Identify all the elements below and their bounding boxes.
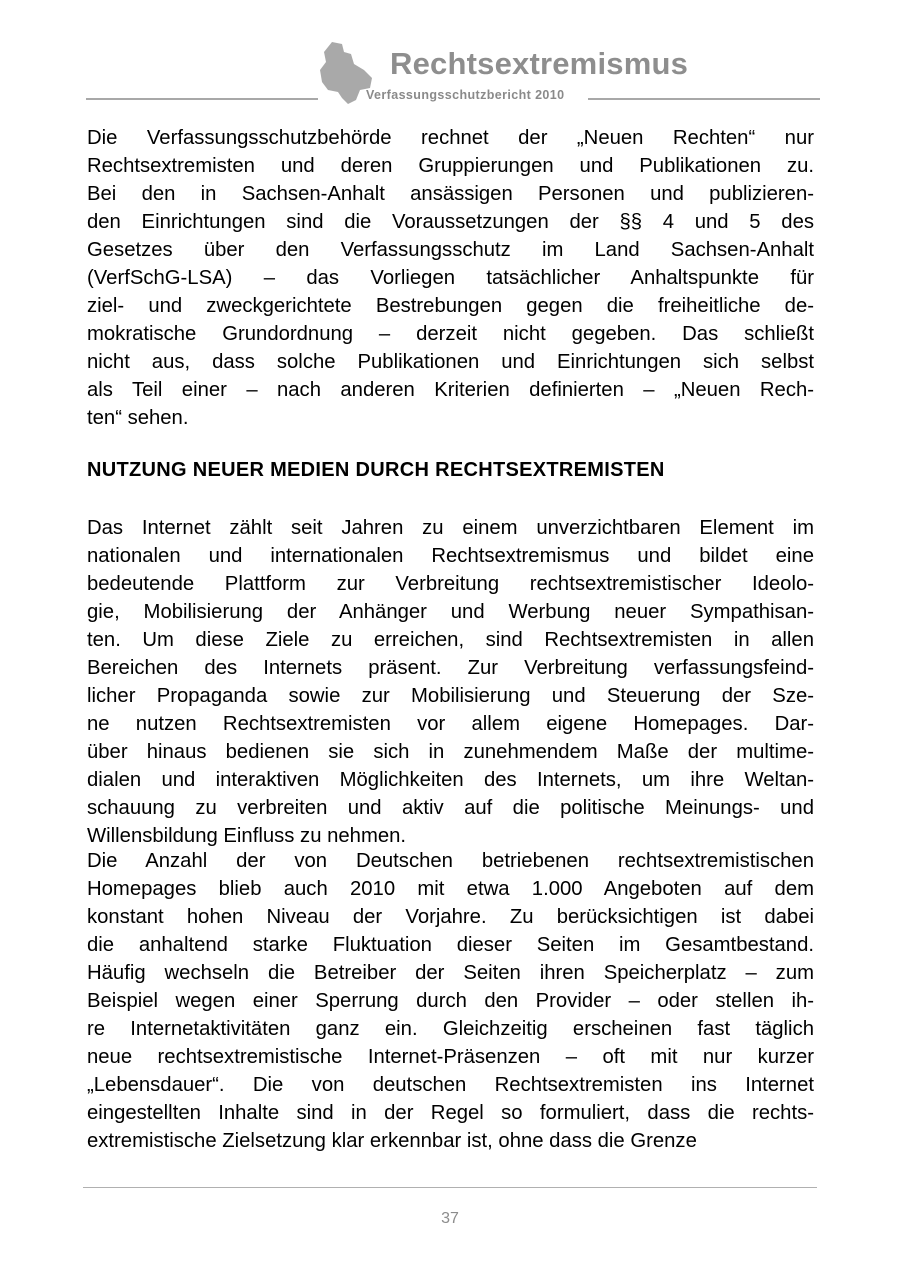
text-line: über hinaus bedienen sie sich in zunehmendem Maße der multime- — [87, 741, 814, 763]
text-line: Die Anzahl der von Deutschen betriebenen rechtsextremistischen — [87, 850, 814, 872]
text-line: als Teil einer – nach anderen Kriterien definierten – „Neuen Rech- — [87, 379, 814, 401]
header-rule-right — [588, 98, 820, 100]
section-heading: NUTZUNG NEUER MEDIEN DURCH RECHTSEXTREMISTEN — [87, 459, 665, 481]
text-line: Rechtsextremisten und deren Gruppierungen und Publikationen zu. — [87, 155, 814, 177]
text-line: den Einrichtungen sind die Voraussetzungen der §§ 4 und 5 des — [87, 211, 814, 233]
text-line: ten. Um diese Ziele zu erreichen, sind Rechtsextremisten in allen — [87, 629, 814, 651]
page-number: 37 — [441, 1210, 459, 1227]
text-line: „Lebensdauer“. Die von deutschen Rechtsextremisten ins Internet — [87, 1074, 814, 1096]
text-line: konstant hohen Niveau der Vorjahre. Zu berücksichtigen ist dabei — [87, 906, 814, 928]
text-line: Bereichen des Internets präsent. Zur Verbreitung verfassungsfeind- — [87, 657, 814, 679]
text-line: ten“ sehen. — [87, 407, 189, 429]
text-line: extremistische Zielsetzung klar erkennbar ist, ohne dass die Grenze — [87, 1130, 697, 1152]
text-line: Homepages blieb auch 2010 mit etwa 1.000 Angeboten auf dem — [87, 878, 814, 900]
text-line: Das Internet zählt seit Jahren zu einem unverzichtbaren Element im — [87, 517, 814, 539]
text-line: gie, Mobilisierung der Anhänger und Werbung neuer Sympathisan- — [87, 601, 814, 623]
footer-rule — [83, 1187, 817, 1188]
text-line: licher Propaganda sowie zur Mobilisierung und Steuerung der Sze- — [87, 685, 814, 707]
text-line: schauung zu verbreiten und aktiv auf die politische Meinungs- und — [87, 797, 814, 819]
text-line: Willensbildung Einfluss zu nehmen. — [87, 825, 407, 847]
text-line: nationalen und internationalen Rechtsextremismus und bildet eine — [87, 545, 814, 567]
text-line: ziel- und zweckgerichtete Bestrebungen gegen die freiheitliche de- — [87, 295, 814, 317]
text-line: Gesetzes über den Verfassungsschutz im Land Sachsen-Anhalt — [87, 239, 814, 261]
text-line: (VerfSchG-LSA) – das Vorliegen tatsächlicher Anhaltspunkte für — [87, 267, 814, 289]
header-subtitle: Verfassungsschutzbericht 2010 — [366, 88, 565, 102]
header-rule-left — [86, 98, 318, 100]
paragraph-1 — [87, 124, 814, 432]
text-line: bedeutende Plattform zur Verbreitung rechtsextremistischer Ideolo- — [87, 573, 814, 595]
text-line: eingestellten Inhalte sind in der Regel so formuliert, dass die rechts- — [87, 1102, 814, 1124]
text-line: re Internetaktivitäten ganz ein. Gleichzeitig erscheinen fast täglich — [87, 1018, 814, 1040]
header-title: Rechtsextremismus — [390, 46, 689, 81]
text-line: die anhaltend starke Fluktuation dieser Seiten im Gesamtbestand. — [87, 934, 814, 956]
text-line: Die Verfassungsschutzbehörde rechnet der „Neuen Rechten“ nur — [87, 127, 814, 149]
text-line: neue rechtsextremistische Internet-Präsenzen – oft mit nur kurzer — [87, 1046, 814, 1068]
text-line: Häufig wechseln die Betreiber der Seiten ihren Speicherplatz – zum — [87, 962, 814, 984]
paragraph-2 — [87, 514, 814, 850]
text-line: ne nutzen Rechtsextremisten vor allem eigene Homepages. Dar- — [87, 713, 814, 735]
paragraph-3 — [87, 847, 814, 1155]
text-line: dialen und interaktiven Möglichkeiten des Internets, um ihre Weltan- — [87, 769, 814, 791]
text-line: Beispiel wegen einer Sperrung durch den Provider – oder stellen ih- — [87, 990, 814, 1012]
text-line: Bei den in Sachsen-Anhalt ansässigen Personen und publizieren- — [87, 183, 814, 205]
text-line: nicht aus, dass solche Publikationen und Einrichtungen sich selbst — [87, 351, 814, 373]
text-line: mokratische Grundordnung – derzeit nicht gegeben. Das schließt — [87, 323, 814, 345]
